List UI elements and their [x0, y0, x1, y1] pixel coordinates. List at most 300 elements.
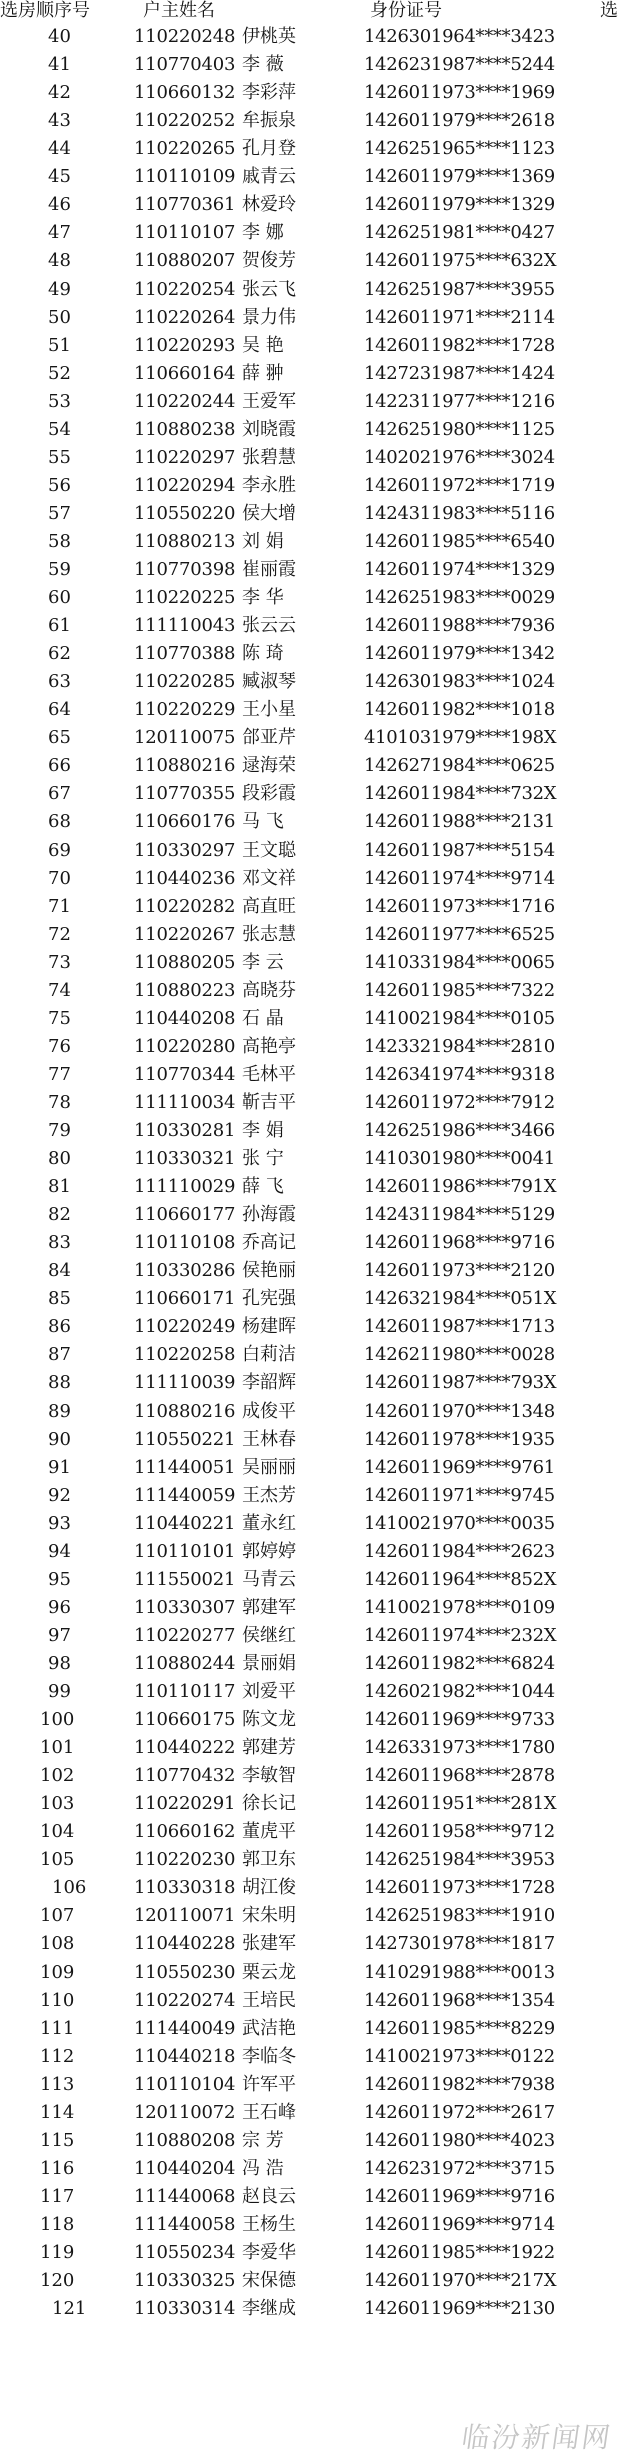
id-number: 1426271984****0625 — [364, 755, 555, 777]
household-code: 110220291 — [134, 1793, 236, 1815]
table-row — [0, 1651, 620, 1676]
table-row — [0, 305, 620, 330]
id-number: 1426011969****2130 — [364, 2298, 555, 2320]
householder-name: 高艳亭 — [242, 1035, 296, 1057]
householder-name: 乔高记 — [242, 1232, 296, 1254]
table-row — [0, 2156, 620, 2181]
householder-name: 张志慧 — [242, 923, 296, 945]
householder-name: 崔丽霞 — [242, 559, 296, 580]
householder-name: 李临冬 — [242, 2045, 296, 2067]
selection-order-number: 114 — [40, 2101, 75, 2123]
id-number: 1426011969****9714 — [364, 2213, 555, 2235]
id-number: 1426011979****1369 — [364, 166, 555, 188]
selection-order-number: 86 — [48, 1316, 71, 1338]
table-row — [0, 445, 620, 470]
table-row — [0, 1567, 620, 1592]
household-code: 111440059 — [134, 1484, 236, 1506]
household-code: 120110072 — [134, 2101, 236, 2123]
selection-order-number: 68 — [48, 811, 71, 833]
householder-name: 张云云 — [242, 615, 296, 637]
id-number: 1426011982****6824 — [364, 1652, 555, 1674]
selection-order-number: 77 — [48, 1063, 71, 1085]
table-row — [0, 417, 620, 442]
selection-order-number: 81 — [48, 1176, 71, 1197]
selection-order-number: 51 — [48, 334, 71, 356]
table-row — [0, 1146, 620, 1171]
table-row — [0, 1988, 620, 2013]
table-row — [0, 389, 620, 414]
household-code: 110110117 — [134, 1681, 236, 1702]
household-code: 110660164 — [134, 362, 236, 384]
selection-order-number: 41 — [48, 54, 71, 75]
householder-name: 刘 娟 — [242, 530, 284, 552]
household-code: 110220244 — [134, 390, 236, 412]
table-row — [0, 1174, 620, 1199]
selection-order-number: 100 — [40, 1709, 75, 1730]
table-row — [0, 1258, 620, 1283]
table-row — [0, 1735, 620, 1760]
selection-order-number: 109 — [40, 1961, 75, 1983]
householder-name: 李继成 — [242, 2298, 296, 2320]
selection-order-number: 116 — [40, 2157, 75, 2179]
householder-name: 陈文龙 — [242, 1709, 296, 1730]
selection-order-number: 42 — [48, 82, 71, 104]
id-number: 1426011979****1342 — [364, 643, 555, 665]
table-row — [0, 1595, 620, 1620]
householder-name: 侯继红 — [242, 1624, 296, 1646]
table-row — [0, 978, 620, 1003]
selection-order-number: 57 — [48, 502, 71, 524]
table-row — [0, 2268, 620, 2293]
selection-order-number: 50 — [48, 306, 71, 328]
table-row — [0, 2184, 620, 2209]
selection-order-number: 61 — [48, 615, 71, 637]
householder-name: 宋朱明 — [242, 1905, 296, 1927]
household-code: 110220280 — [134, 1035, 236, 1057]
id-number: 1426011988****7936 — [364, 615, 555, 637]
householder-name: 王小星 — [242, 699, 296, 721]
householder-name: 李 娜 — [242, 222, 284, 244]
id-number: 1426011980****4023 — [364, 2129, 555, 2151]
household-code: 110110107 — [134, 222, 236, 244]
table-row — [0, 501, 620, 526]
household-code: 111110034 — [134, 1091, 236, 1113]
householder-name: 张碧慧 — [242, 446, 296, 468]
id-number: 1426011987****5154 — [364, 839, 555, 861]
householder-name: 徐长记 — [242, 1793, 296, 1815]
household-code: 111440068 — [134, 2185, 236, 2207]
table-row — [0, 1006, 620, 1031]
selection-order-number: 69 — [48, 839, 71, 861]
householder-name: 孔宪强 — [242, 1288, 296, 1310]
householder-name: 牟振泉 — [242, 110, 296, 132]
table-row — [0, 192, 620, 217]
household-code: 110330297 — [134, 839, 236, 861]
householder-name: 王培民 — [242, 1989, 296, 2011]
householder-name: 武洁艳 — [242, 2017, 296, 2039]
table-row — [0, 136, 620, 161]
householder-name: 臧淑琴 — [242, 671, 296, 693]
householder-name: 段彩霞 — [242, 783, 296, 805]
selection-order-number: 40 — [48, 26, 71, 47]
householder-name: 董永红 — [242, 1512, 296, 1534]
table-row — [0, 1118, 620, 1143]
id-number: 1426231972****3715 — [364, 2157, 555, 2179]
selection-order-number: 99 — [48, 1681, 71, 1702]
household-code: 111110043 — [134, 615, 236, 637]
id-number: 1410291988****0013 — [364, 1961, 555, 1983]
selection-order-number: 96 — [48, 1596, 71, 1618]
table-row — [0, 24, 620, 49]
selection-order-number: 88 — [48, 1372, 71, 1394]
selection-order-number: 92 — [48, 1484, 71, 1506]
selection-order-number: 97 — [48, 1624, 71, 1646]
household-code: 110440208 — [134, 1007, 236, 1029]
householder-name: 李韶辉 — [242, 1372, 296, 1394]
id-number: 1423321984****2810 — [364, 1035, 555, 1057]
householder-name: 孙海霞 — [242, 1204, 296, 1226]
householder-name: 李 华 — [242, 587, 284, 608]
id-number: 1426011974****232X — [364, 1624, 557, 1646]
householder-name: 成俊平 — [242, 1400, 296, 1422]
household-code: 110770398 — [134, 559, 236, 580]
householder-name: 栗云龙 — [242, 1961, 296, 1983]
id-number: 1410021984****0105 — [364, 1007, 555, 1029]
id-number: 1426011964****852X — [364, 1568, 557, 1590]
selection-order-number: 78 — [48, 1091, 71, 1113]
household-code: 110880207 — [134, 250, 236, 272]
id-number: 1426011968****9716 — [364, 1232, 555, 1254]
household-code: 110330318 — [134, 1877, 236, 1899]
household-code: 110440218 — [134, 2045, 236, 2067]
selection-order-number: 74 — [48, 979, 71, 1001]
householder-name: 李 薇 — [242, 54, 284, 75]
householder-name: 张云飞 — [242, 278, 296, 300]
table-row — [0, 2128, 620, 2153]
household-code: 110220274 — [134, 1989, 236, 2011]
selection-order-number: 106 — [52, 1877, 87, 1899]
selection-order-number: 89 — [48, 1400, 71, 1422]
id-number: 1427301978****1817 — [364, 1933, 555, 1955]
id-number: 1426011973****1716 — [364, 895, 555, 917]
table-row — [0, 1707, 620, 1732]
householder-name: 郭建芳 — [242, 1737, 296, 1758]
id-number: 1426011987****1713 — [364, 1316, 555, 1338]
table-row — [0, 164, 620, 189]
id-number: 1426011978****1935 — [364, 1428, 555, 1450]
householder-name: 李 云 — [242, 951, 284, 973]
id-number: 1426011971****9745 — [364, 1484, 555, 1506]
householder-name: 李 娟 — [242, 1120, 284, 1141]
table-row — [0, 669, 620, 694]
householder-name: 董虎平 — [242, 1821, 296, 1843]
id-number: 1426011968****2878 — [364, 1765, 555, 1787]
householder-name: 冯 浩 — [242, 2157, 284, 2179]
table-row — [0, 1763, 620, 1788]
table-row — [0, 866, 620, 891]
householder-name: 毛林平 — [242, 1063, 296, 1085]
id-number: 1426011969****9761 — [364, 1456, 555, 1478]
id-number: 1426251987****3955 — [364, 278, 555, 300]
id-number: 1426011986****791X — [364, 1176, 557, 1197]
table-row — [0, 2044, 620, 2069]
table-row — [0, 1875, 620, 1900]
id-number: 1426011987****793X — [364, 1372, 557, 1394]
table-row — [0, 1539, 620, 1564]
householder-name: 吴 艳 — [242, 334, 284, 356]
id-number: 1426251983****0029 — [364, 587, 555, 608]
id-number: 1410021978****0109 — [364, 1596, 555, 1618]
table-row — [0, 1034, 620, 1059]
table-row — [0, 333, 620, 358]
household-code: 110660132 — [134, 82, 236, 104]
householder-name: 刘晓霞 — [242, 418, 296, 440]
householder-name: 伊桃英 — [242, 26, 296, 47]
householder-name: 薛 飞 — [242, 1176, 284, 1197]
id-number: 1410021970****0035 — [364, 1512, 555, 1534]
table-row — [0, 1399, 620, 1424]
id-number: 1426011982****1018 — [364, 699, 555, 721]
id-number: 1426011988****2131 — [364, 811, 555, 833]
selection-order-number: 93 — [48, 1512, 71, 1534]
selection-order-number: 65 — [48, 727, 71, 749]
household-code: 110220258 — [134, 1344, 236, 1366]
selection-order-number: 62 — [48, 643, 71, 665]
household-code: 110220230 — [134, 1849, 236, 1871]
selection-order-number: 54 — [48, 418, 71, 440]
selection-order-number: 52 — [48, 362, 71, 384]
selection-order-number: 76 — [48, 1035, 71, 1057]
householder-name: 薛 翀 — [242, 362, 284, 384]
household-code: 110660171 — [134, 1288, 236, 1310]
householder-name: 李永胜 — [242, 474, 296, 496]
household-code: 110220248 — [134, 26, 236, 47]
selection-order-number: 58 — [48, 530, 71, 552]
household-code: 110220252 — [134, 110, 236, 132]
selection-order-number: 98 — [48, 1652, 71, 1674]
householder-name: 戚青云 — [242, 166, 296, 188]
household-code: 110770361 — [134, 194, 236, 216]
id-number: 1426011951****281X — [364, 1793, 557, 1815]
table-row — [0, 108, 620, 133]
selection-order-number: 107 — [40, 1905, 75, 1927]
household-code: 110550221 — [134, 1428, 236, 1450]
householder-name: 王文聪 — [242, 839, 296, 861]
householder-name: 宋保德 — [242, 2270, 296, 2291]
selection-order-number: 90 — [48, 1428, 71, 1450]
id-number: 1422311977****1216 — [364, 390, 555, 412]
household-code: 110660176 — [134, 811, 236, 833]
table-row — [0, 1455, 620, 1480]
household-code: 111110029 — [134, 1176, 236, 1197]
household-code: 110220294 — [134, 474, 236, 496]
household-code: 110660175 — [134, 1709, 236, 1730]
selection-order-number: 120 — [40, 2270, 75, 2291]
household-code: 110220285 — [134, 671, 236, 693]
household-code: 111440051 — [134, 1456, 236, 1478]
table-row — [0, 1623, 620, 1648]
household-code: 110220267 — [134, 923, 236, 945]
id-number: 1426011979****1329 — [364, 194, 555, 216]
household-code: 110440236 — [134, 867, 236, 889]
household-code: 110880238 — [134, 418, 236, 440]
id-number: 1426331973****1780 — [364, 1737, 555, 1758]
table-row — [0, 613, 620, 638]
table-row — [0, 473, 620, 498]
id-number: 1426301964****3423 — [364, 26, 555, 47]
id-number: 1426301983****1024 — [364, 671, 555, 693]
household-code: 110660177 — [134, 1204, 236, 1226]
selection-order-number: 94 — [48, 1540, 71, 1562]
household-code: 110110101 — [134, 1540, 236, 1562]
table-row — [0, 1903, 620, 1928]
id-number: 1426011970****217X — [364, 2270, 557, 2291]
selection-order-number: 113 — [40, 2073, 75, 2095]
selection-order-number: 115 — [40, 2129, 75, 2151]
selection-order-number: 55 — [48, 446, 71, 468]
header-truncated: 选 — [600, 0, 618, 21]
table-row — [0, 1931, 620, 1956]
selection-order-number: 102 — [40, 1765, 75, 1787]
id-number: 1426011973****1728 — [364, 1877, 555, 1899]
table-row — [0, 838, 620, 863]
household-code: 110110104 — [134, 2073, 236, 2095]
household-code: 110220229 — [134, 699, 236, 721]
id-number: 1426011982****7938 — [364, 2073, 555, 2095]
household-code: 110330321 — [134, 1148, 236, 1169]
householder-name: 靳吉平 — [242, 1091, 296, 1113]
table-row — [0, 809, 620, 834]
site-watermark: 临汾新闻网 — [459, 2421, 615, 2454]
selection-order-number: 56 — [48, 474, 71, 496]
table-row — [0, 557, 620, 582]
household-code: 110110109 — [134, 166, 236, 188]
selection-order-number: 47 — [48, 222, 71, 244]
header-householder-name: 户主姓名 — [143, 0, 215, 21]
household-code: 110880213 — [134, 530, 236, 552]
selection-order-number: 112 — [40, 2045, 75, 2067]
selection-order-number: 63 — [48, 671, 71, 693]
selection-order-number: 73 — [48, 951, 71, 973]
id-number: 1424311984****5129 — [364, 1204, 555, 1226]
household-code: 110770355 — [134, 783, 236, 805]
householder-name: 王林春 — [242, 1428, 296, 1450]
householder-name: 吴丽丽 — [242, 1456, 296, 1478]
selection-order-number: 66 — [48, 755, 71, 777]
householder-name: 高晓芬 — [242, 979, 296, 1001]
table-row — [0, 1314, 620, 1339]
header-selection-order: 选房顺序号 — [0, 0, 90, 21]
household-code: 110550230 — [134, 1961, 236, 1983]
selection-order-number: 79 — [48, 1120, 71, 1141]
household-code: 110880244 — [134, 1652, 236, 1674]
selection-order-number: 91 — [48, 1456, 71, 1478]
selection-order-number: 72 — [48, 923, 71, 945]
id-number: 1426211980****0028 — [364, 1344, 555, 1366]
id-number: 1424311983****5116 — [364, 502, 555, 524]
table-row — [0, 80, 620, 105]
id-number: 1426011985****6540 — [364, 530, 555, 552]
householder-name: 郭婷婷 — [242, 1540, 296, 1562]
household-code: 110440228 — [134, 1933, 236, 1955]
id-number: 1426011969****9716 — [364, 2185, 555, 2207]
household-code: 110330307 — [134, 1596, 236, 1618]
selection-order-number: 64 — [48, 699, 71, 721]
table-row — [0, 2240, 620, 2265]
selection-order-number: 117 — [40, 2185, 75, 2207]
householder-name: 王爱军 — [242, 390, 296, 412]
householder-name: 景力伟 — [242, 306, 296, 328]
id-number: 1426341974****9318 — [364, 1063, 555, 1085]
selection-order-number: 118 — [40, 2213, 75, 2235]
household-code: 110330325 — [134, 2270, 236, 2291]
householder-name: 杨建晖 — [242, 1316, 296, 1338]
household-code: 110440221 — [134, 1512, 236, 1534]
selection-order-number: 49 — [48, 278, 71, 300]
selection-order-number: 84 — [48, 1260, 71, 1282]
household-code: 120110071 — [134, 1905, 236, 1927]
table-row — [0, 922, 620, 947]
household-code: 110880216 — [134, 1400, 236, 1422]
table-row — [0, 1791, 620, 1816]
table-row — [0, 950, 620, 975]
selection-order-number: 44 — [48, 138, 71, 160]
householder-name: 胡江俊 — [242, 1877, 296, 1899]
id-number: 1426021982****1044 — [364, 1681, 555, 1702]
table-row — [0, 2072, 620, 2097]
table-row — [0, 725, 620, 750]
id-number: 1426011982****1728 — [364, 334, 555, 356]
id-number: 1426011985****8229 — [364, 2017, 555, 2039]
id-number: 1426231987****5244 — [364, 54, 555, 75]
table-row — [0, 277, 620, 302]
householder-name: 王石峰 — [242, 2101, 296, 2123]
table-row — [0, 1679, 620, 1704]
id-number: 1426011974****1329 — [364, 559, 555, 580]
household-code: 110330281 — [134, 1120, 236, 1141]
table-row — [0, 585, 620, 610]
householder-name: 逯海荣 — [242, 755, 296, 777]
table-row — [0, 1342, 620, 1367]
table-row — [0, 220, 620, 245]
selection-order-number: 45 — [48, 166, 71, 188]
table-row — [0, 894, 620, 919]
household-code: 111440058 — [134, 2213, 236, 2235]
selection-order-number: 46 — [48, 194, 71, 216]
id-number: 1426011972****7912 — [364, 1091, 555, 1113]
householder-name: 贺俊芳 — [242, 250, 296, 272]
selection-order-number: 119 — [40, 2242, 75, 2263]
id-number: 1402021976****3024 — [364, 446, 555, 468]
household-code: 110220282 — [134, 895, 236, 917]
household-code: 110220225 — [134, 587, 236, 608]
householder-name: 陈 琦 — [242, 643, 284, 665]
table-row — [0, 2212, 620, 2237]
householder-name: 邓文祥 — [242, 867, 296, 889]
table-row — [0, 2100, 620, 2125]
id-number: 1426251981****0427 — [364, 222, 555, 244]
id-number: 1427231987****1424 — [364, 362, 555, 384]
household-code: 110220264 — [134, 306, 236, 328]
id-number: 1426321984****051X — [364, 1288, 557, 1310]
household-code: 110880223 — [134, 979, 236, 1001]
table-row — [0, 1483, 620, 1508]
id-number: 1426011975****632X — [364, 250, 557, 272]
id-number: 1410021973****0122 — [364, 2045, 555, 2067]
householder-name: 林爱玲 — [242, 194, 296, 216]
selection-order-number: 59 — [48, 559, 71, 580]
id-number: 1426011972****1719 — [364, 474, 555, 496]
